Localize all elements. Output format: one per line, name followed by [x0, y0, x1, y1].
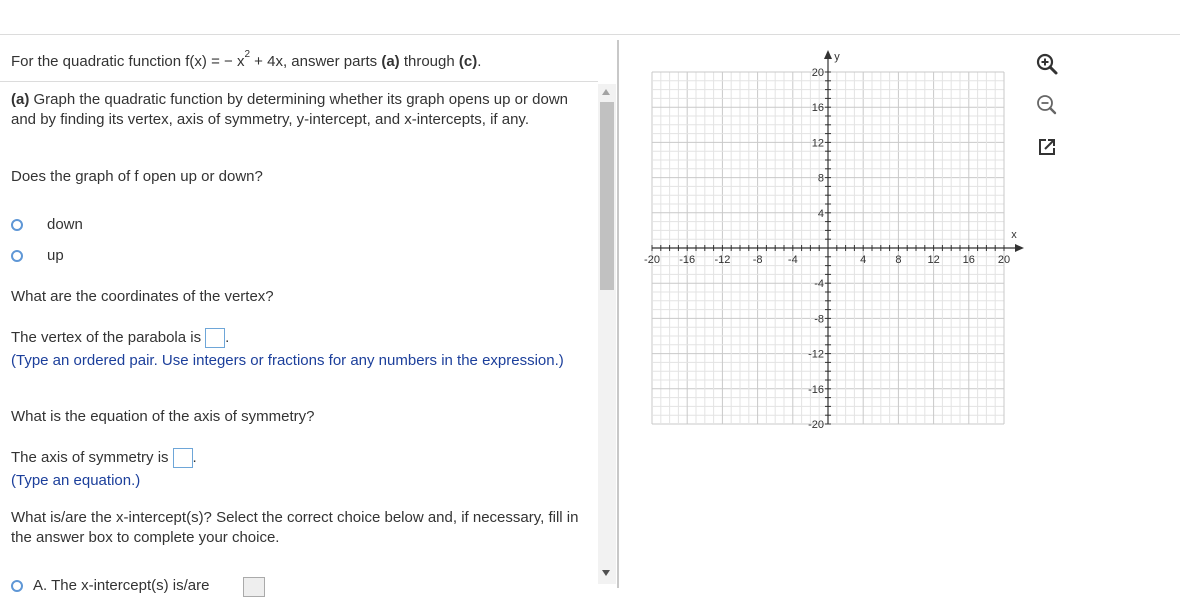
top-divider: [0, 34, 1180, 35]
open-direction-prompt: Does the graph of f open up or down?: [11, 168, 263, 185]
x-intercept-input[interactable]: [243, 577, 265, 597]
graph-canvas[interactable]: [630, 48, 1040, 438]
vertex-answer-row: The vertex of the parabola is .: [11, 328, 591, 348]
y-tick-label: 4: [817, 207, 824, 220]
part-a-bold: (a): [381, 53, 400, 70]
option-up-label: up: [47, 247, 64, 264]
radio-up[interactable]: [11, 250, 23, 262]
x-tick-label: 4: [860, 254, 867, 266]
axis-input[interactable]: [173, 448, 193, 468]
vertex-input[interactable]: [205, 328, 225, 348]
option-down-label: down: [47, 216, 83, 233]
axis-answer-label: The axis of symmetry is: [11, 449, 169, 466]
x-tick-label: -8: [752, 254, 763, 266]
zoom-in-icon: [1034, 51, 1060, 77]
x-tick-label: 16: [962, 254, 975, 266]
x-tick-label: 8: [895, 254, 902, 266]
popout-icon: [1034, 134, 1060, 160]
axis-prompt: What is the equation of the axis of symmetry?: [11, 408, 315, 425]
vertex-hint: (Type an ordered pair. Use integers or fractions for any numbers in the expression.): [11, 352, 564, 369]
question-intro-mid: + 4x, answer parts: [250, 53, 382, 70]
graph-tick-labels: [644, 51, 1017, 431]
y-tick-label: -20: [808, 419, 824, 431]
y-tick-label: 20: [811, 67, 824, 79]
scroll-up-arrow-icon[interactable]: [602, 89, 610, 95]
x-axis-arrow-icon: [1015, 244, 1024, 252]
y-axis-label: y: [834, 51, 840, 63]
x-tick-label: 12: [927, 254, 940, 266]
popout-button[interactable]: [1031, 131, 1063, 163]
option-a-label: A. The x-intercept(s) is/are: [33, 577, 210, 594]
zoom-in-button[interactable]: [1031, 48, 1063, 80]
graph-axes: [652, 50, 1024, 424]
y-axis-arrow-icon: [824, 50, 832, 59]
question-header: [11, 49, 482, 70]
radio-down[interactable]: [11, 219, 23, 231]
x-intercept-option-a[interactable]: [11, 576, 311, 596]
option-up[interactable]: [11, 246, 64, 266]
x-intercept-prompt: What is/are the x-intercept(s)? Select the correct choice below and, if necessary, fill in the answer box to complete your choice.: [11, 509, 579, 546]
y-tick-label: 8: [817, 172, 824, 185]
x-axis-label: x: [1011, 229, 1017, 241]
y-tick-label: -4: [814, 278, 824, 291]
question-content: [11, 90, 591, 594]
header-divider: [0, 81, 598, 82]
y-tick-label: 12: [811, 137, 824, 150]
x-tick-label: -20: [644, 254, 660, 266]
y-tick-label: -8: [814, 313, 824, 326]
question-intro-end: .: [477, 53, 482, 70]
y-tick-label: -16: [808, 383, 824, 396]
x-tick-label: -4: [787, 254, 798, 266]
y-tick-label: -12: [808, 348, 824, 361]
part-a-text: Graph the quadratic function by determining whether its graph opens up or down and by finding its vertex, axis of symmetry, y-intercept, and x-intercepts, if any.: [11, 91, 569, 128]
question-intro-through: through: [399, 53, 459, 70]
option-down[interactable]: [11, 215, 83, 235]
zoom-out-button[interactable]: [1031, 89, 1063, 121]
vertex-answer-label: The vertex of the parabola is: [11, 329, 202, 346]
zoom-out-icon: [1034, 92, 1060, 118]
vertex-prompt: What are the coordinates of the vertex?: [11, 288, 274, 305]
scroll-down-arrow-icon[interactable]: [602, 570, 610, 576]
part-a-label: (a): [11, 91, 30, 108]
scrollbar-thumb[interactable]: [600, 102, 614, 290]
x-tick-label: -12: [714, 254, 731, 266]
part-c-bold: (c): [458, 53, 478, 70]
exponent: 2: [244, 49, 251, 60]
x-tick-label: -16: [679, 254, 696, 266]
radio-option-a[interactable]: [11, 580, 23, 592]
part-a-instructions: [11, 90, 591, 130]
axis-hint: (Type an equation.): [11, 472, 141, 489]
panel-divider: [617, 40, 619, 588]
y-tick-label: 16: [811, 102, 824, 115]
axis-answer-row: The axis of symmetry is .: [11, 448, 591, 468]
question-intro-text: For the quadratic function f(x) = − x: [11, 53, 245, 70]
x-tick-label: 20: [997, 254, 1011, 266]
